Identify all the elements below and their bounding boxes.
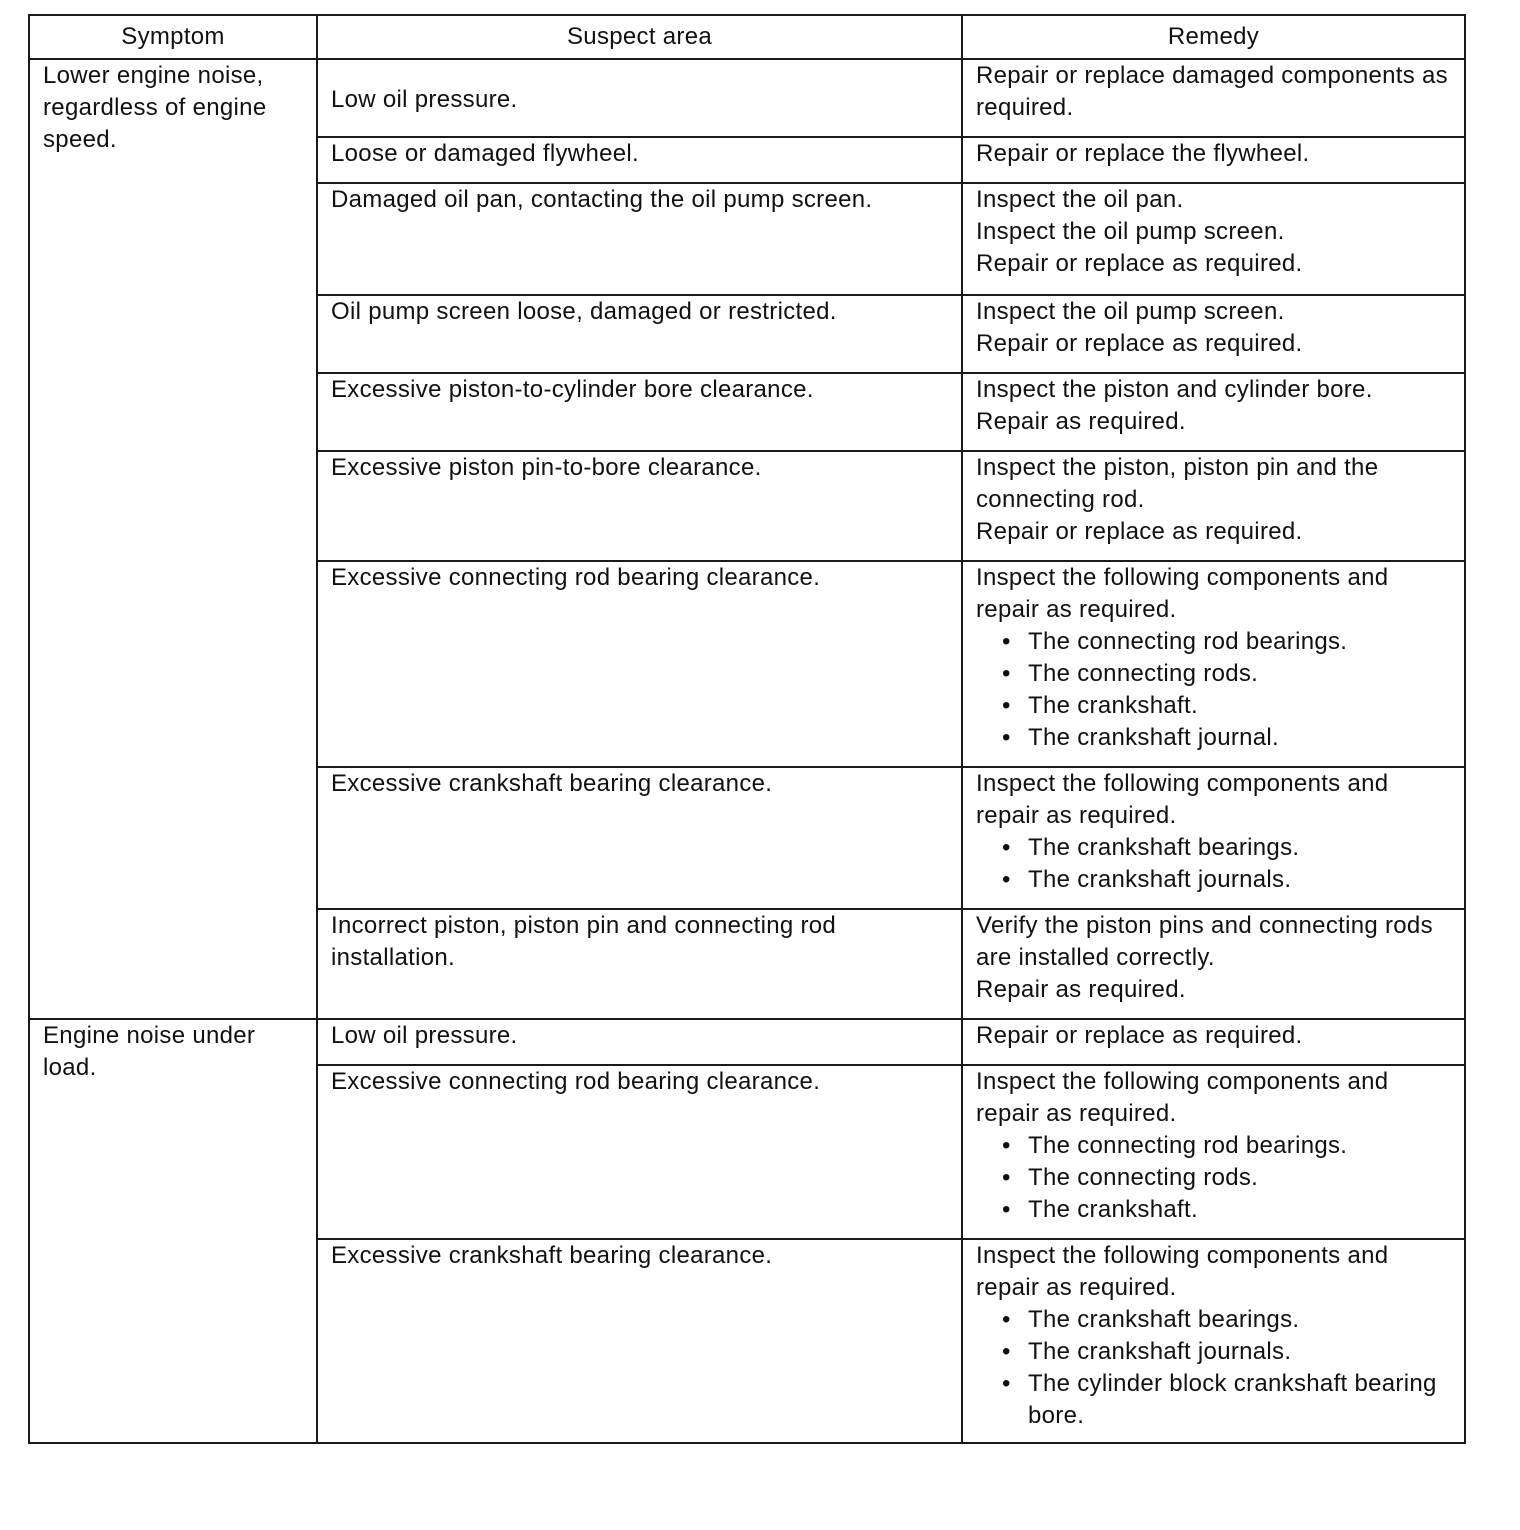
remedy-line: Inspect the following components and repair as required. — [976, 1242, 1389, 1301]
suspect-area-cell: Low oil pressure. — [317, 59, 962, 137]
remedy-bullet-list — [976, 1130, 1452, 1226]
symptom-cell — [29, 1019, 317, 1443]
remedy-line: Inspect the oil pan. — [976, 186, 1184, 213]
list-item: • The crankshaft bearings. — [1000, 832, 1452, 864]
list-item: • The connecting rods. — [1000, 1162, 1452, 1194]
list-item: • The connecting rods. — [1000, 658, 1452, 690]
list-item: • The connecting rod bearings. — [1000, 626, 1452, 658]
remedy-line: Repair or replace damaged components as required. — [976, 62, 1448, 121]
table-row — [29, 59, 1465, 137]
remedy-cell — [962, 767, 1465, 909]
diagnostic-table — [28, 14, 1466, 1444]
list-item: • The connecting rod bearings. — [1000, 1130, 1452, 1162]
symptom-text: Engine noise under load. — [43, 1022, 256, 1081]
suspect-area-cell: Excessive connecting rod bearing clearance. — [317, 561, 962, 767]
list-item: • The crankshaft journal. — [1000, 722, 1452, 754]
symptom-cell: Lower engine noise, regardless of engine speed. — [29, 59, 317, 1019]
remedy-cell — [962, 1019, 1465, 1065]
remedy-line: Repair or replace as required. — [976, 330, 1303, 357]
remedy-bullet-list — [976, 832, 1452, 896]
suspect-area-cell: Damaged oil pan, contacting the oil pump screen. — [317, 183, 962, 295]
suspect-area-cell: Excessive connecting rod bearing clearance. — [317, 1065, 962, 1239]
remedy-cell — [962, 373, 1465, 451]
remedy-cell — [962, 59, 1465, 137]
remedy-cell — [962, 909, 1465, 1019]
table-header-row — [29, 15, 1465, 59]
column-header-remedy: Remedy — [962, 15, 1465, 59]
remedy-cell — [962, 451, 1465, 561]
remedy-cell — [962, 1239, 1465, 1443]
remedy-line: Inspect the oil pump screen. — [976, 298, 1285, 325]
remedy-cell — [962, 1065, 1465, 1239]
list-item: • The crankshaft. — [1000, 690, 1452, 722]
remedy-line: Inspect the following components and repair as required. — [976, 1068, 1389, 1127]
remedy-line: Repair as required. — [976, 408, 1186, 435]
remedy-line: Inspect the following components and repair as required. — [976, 564, 1389, 623]
remedy-line: Repair or replace as required. — [976, 250, 1303, 277]
remedy-cell — [962, 295, 1465, 373]
remedy-line: Repair or replace as required. — [976, 518, 1303, 545]
list-item: • The crankshaft. — [1000, 1194, 1452, 1226]
list-item: • The crankshaft bearings. — [1000, 1304, 1452, 1336]
suspect-area-cell: Low oil pressure. — [317, 1019, 962, 1065]
column-header-symptom: Symptom — [29, 15, 317, 59]
remedy-line: Repair or replace the flywheel. — [976, 140, 1310, 167]
remedy-line: Inspect the following components and repair as required. — [976, 770, 1389, 829]
list-item: • The cylinder block crankshaft bearing bore. — [1000, 1368, 1452, 1432]
remedy-line: Repair as required. — [976, 976, 1186, 1003]
suspect-area-cell: Loose or damaged flywheel. — [317, 137, 962, 183]
remedy-cell — [962, 561, 1465, 767]
suspect-area-cell — [317, 909, 962, 1019]
remedy-cell — [962, 137, 1465, 183]
list-item: • The crankshaft journals. — [1000, 864, 1452, 896]
remedy-line: Verify the piston pins and connecting rods are installed correctly. — [976, 912, 1433, 971]
remedy-line: Inspect the oil pump screen. — [976, 218, 1285, 245]
suspect-area-cell: Excessive piston-to-cylinder bore clearance. — [317, 373, 962, 451]
column-header-suspect-area: Suspect area — [317, 15, 962, 59]
table-row — [29, 1019, 1465, 1065]
remedy-line: Inspect the piston, piston pin and the connecting rod. — [976, 454, 1379, 513]
list-item: • The crankshaft journals. — [1000, 1336, 1452, 1368]
suspect-area-cell: Excessive crankshaft bearing clearance. — [317, 767, 962, 909]
remedy-line: Inspect the piston and cylinder bore. — [976, 376, 1373, 403]
remedy-line: Repair or replace as required. — [976, 1022, 1303, 1049]
remedy-bullet-list — [976, 1304, 1452, 1432]
suspect-area-cell: Excessive piston pin-to-bore clearance. — [317, 451, 962, 561]
suspect-area-text: Incorrect piston, piston pin and connecting rod installation. — [331, 912, 837, 971]
diagnostic-table-page — [28, 14, 1464, 1444]
remedy-bullet-list — [976, 626, 1452, 754]
suspect-area-cell: Oil pump screen loose, damaged or restricted. — [317, 295, 962, 373]
remedy-cell — [962, 183, 1465, 295]
suspect-area-cell: Excessive crankshaft bearing clearance. — [317, 1239, 962, 1443]
